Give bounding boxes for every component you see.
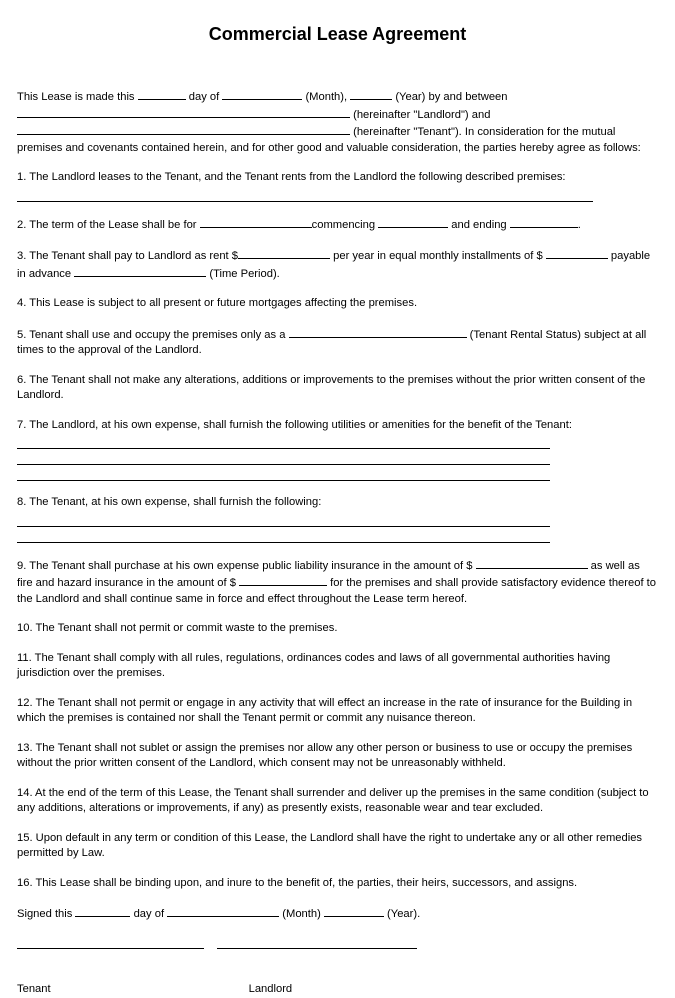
- premises-line[interactable]: [17, 186, 593, 202]
- text-segment: (hereinafter "Landlord") and: [350, 108, 491, 121]
- text-segment: 8. The Tenant, at his own expense, shall furnish the following:: [17, 496, 322, 508]
- text-segment: 10. The Tenant shall not permit or commit waste to the premises.: [17, 622, 338, 634]
- paragraph-clause-5: [17, 326, 658, 359]
- text-segment: (Tenant Rental Status) subject at all times to the approval of the Landlord.: [17, 328, 647, 356]
- text-segment: commencing: [311, 218, 379, 231]
- text-segment: 6. The Tenant shall not make any alterations, additions or improvements to the premises without the prior written consent of the Landlord.: [17, 373, 646, 401]
- landlord-name-field[interactable]: [17, 106, 350, 118]
- text-segment: 9. The Tenant shall purchase at his own expense public liability insurance in the amount of $: [17, 559, 476, 572]
- day-field[interactable]: [138, 88, 186, 100]
- paragraph-clause-16: [17, 876, 658, 892]
- text-segment: This Lease is made this: [17, 91, 138, 103]
- paragraph-clause-14: [17, 786, 658, 817]
- ending-date-field[interactable]: [510, 216, 578, 228]
- text-segment: payable in advance: [17, 250, 651, 280]
- signed-month-field[interactable]: [167, 905, 279, 917]
- document-title: Commercial Lease Agreement: [208, 24, 467, 44]
- text-segment: .: [577, 218, 581, 231]
- advance-period-field[interactable]: [74, 265, 206, 277]
- paragraph-clause-10: [17, 621, 658, 637]
- paragraph-clause-11: [17, 651, 658, 682]
- landlord-utilities-line-1[interactable]: [17, 433, 550, 449]
- text-segment: per year in equal monthly installments of $: [330, 250, 546, 262]
- month-field[interactable]: [222, 88, 302, 100]
- text-segment: 7. The Landlord, at his own expense, shall furnish the following utilities or amenities for the benefit of the Tenant:: [17, 418, 572, 431]
- text-segment: (Time Period).: [206, 267, 280, 280]
- text-segment: 12. The Tenant shall not permit or engage in any activity that will effect an increase in the rate of insurance for the Building in which the premises is contained nor shall the Tenant permit or commit any nuisance thereon.: [17, 696, 633, 724]
- year-field[interactable]: [350, 88, 392, 100]
- paragraph-clause-12: [17, 696, 658, 727]
- text-segment: as well as fire and hazard insurance in the amount of $: [17, 559, 640, 589]
- paragraph-clause-2: [17, 216, 658, 234]
- landlord-utilities-line-3[interactable]: [17, 465, 550, 481]
- paragraph-clause-6: [17, 373, 658, 404]
- text-segment: 14. At the end of the term of this Lease, the Tenant shall surrender and deliver up the premises in the same condition (subject to any additions, alterations or improvements, if any) as presently exists, reasonable wear and tear excluded.: [17, 786, 649, 814]
- annual-rent-field[interactable]: [238, 247, 330, 259]
- paragraph-clause-7: [17, 418, 658, 482]
- paragraph-clause-4: [17, 296, 658, 312]
- text-segment: 3. The Tenant shall pay to Landlord as rent $: [17, 250, 239, 262]
- rental-use-field[interactable]: [289, 326, 467, 338]
- tenant-label: Tenant: [17, 983, 51, 995]
- paragraph-clause-1: [17, 170, 658, 202]
- tenant-signature-line[interactable]: [17, 937, 204, 949]
- signed-year-field[interactable]: [324, 905, 384, 917]
- text-segment: day of: [130, 908, 168, 920]
- lease-term-field[interactable]: [200, 216, 312, 228]
- tenant-furnish-line-1[interactable]: [17, 511, 550, 527]
- fire-hazard-insurance-amount-field[interactable]: [239, 574, 327, 586]
- text-segment: 5. Tenant shall use and occupy the premises only as a: [17, 328, 289, 341]
- text-segment: (Year) by and between: [392, 91, 508, 103]
- paragraph-clause-8: [17, 495, 658, 543]
- monthly-installment-field[interactable]: [546, 247, 608, 259]
- text-segment: (hereinafter "Tenant"). In consideration for the mutual premises and covenants contained herein, and for other good and valuable consideration, the parties hereby agree as follows:: [17, 126, 641, 154]
- text-segment: Signed this: [17, 908, 76, 920]
- text-segment: 1. The Landlord leases to the Tenant, and the Tenant rents from the Landlord the following described premises:: [17, 171, 566, 183]
- landlord-label: Landlord: [248, 983, 293, 995]
- signature-block: [17, 937, 658, 998]
- commencing-date-field[interactable]: [378, 216, 448, 228]
- paragraph-signed-statement: [17, 905, 658, 923]
- text-segment: 15. Upon default in any term or condition of this Lease, the Landlord shall have the right to undertake any or all other remedies permitted by Law.: [17, 831, 643, 859]
- text-segment: 13. The Tenant shall not sublet or assign the premises nor allow any other person or business to use or occupy the premises without the prior written consent of the Landlord, which consent may not be unreasonably withheld.: [17, 741, 633, 769]
- paragraph-clause-13: [17, 741, 658, 772]
- text-segment: (Month): [279, 908, 324, 920]
- text-segment: 16. This Lease shall be binding upon, and inure to the benefit of, the parties, their heirs, successors, and assigns.: [17, 876, 578, 889]
- tenant-furnish-line-2[interactable]: [17, 527, 550, 543]
- paragraph-clause-3: [17, 247, 658, 282]
- liability-insurance-amount-field[interactable]: [476, 557, 588, 569]
- text-segment: 11. The Tenant shall comply with all rules, regulations, ordinances codes and laws of all governmental authorities having jurisdiction over the premises.: [17, 651, 611, 679]
- paragraph-clause-15: [17, 831, 658, 862]
- text-segment: (Year).: [383, 908, 421, 920]
- paragraph-intro: [17, 88, 658, 156]
- tenant-name-field[interactable]: [17, 123, 350, 135]
- signature-lines: [17, 937, 658, 955]
- text-segment: 2. The term of the Lease shall be for: [17, 218, 200, 231]
- text-segment: for the premises and shall provide satisfactory evidence thereof to the Landlord and shall continue same in force and effect throughout the Lease term hereof.: [17, 577, 656, 605]
- text-segment: and ending: [448, 218, 510, 231]
- landlord-utilities-line-2[interactable]: [17, 449, 550, 465]
- text-segment: 4. This Lease is subject to all present or future mortgages affecting the premises.: [17, 297, 418, 309]
- signature-labels: [17, 982, 658, 998]
- landlord-signature-line[interactable]: [217, 937, 417, 949]
- paragraph-clause-9: [17, 557, 658, 608]
- signed-day-field[interactable]: [75, 905, 130, 917]
- text-segment: day of: [185, 91, 223, 103]
- text-segment: (Month),: [302, 91, 351, 103]
- document-body: [17, 88, 658, 923]
